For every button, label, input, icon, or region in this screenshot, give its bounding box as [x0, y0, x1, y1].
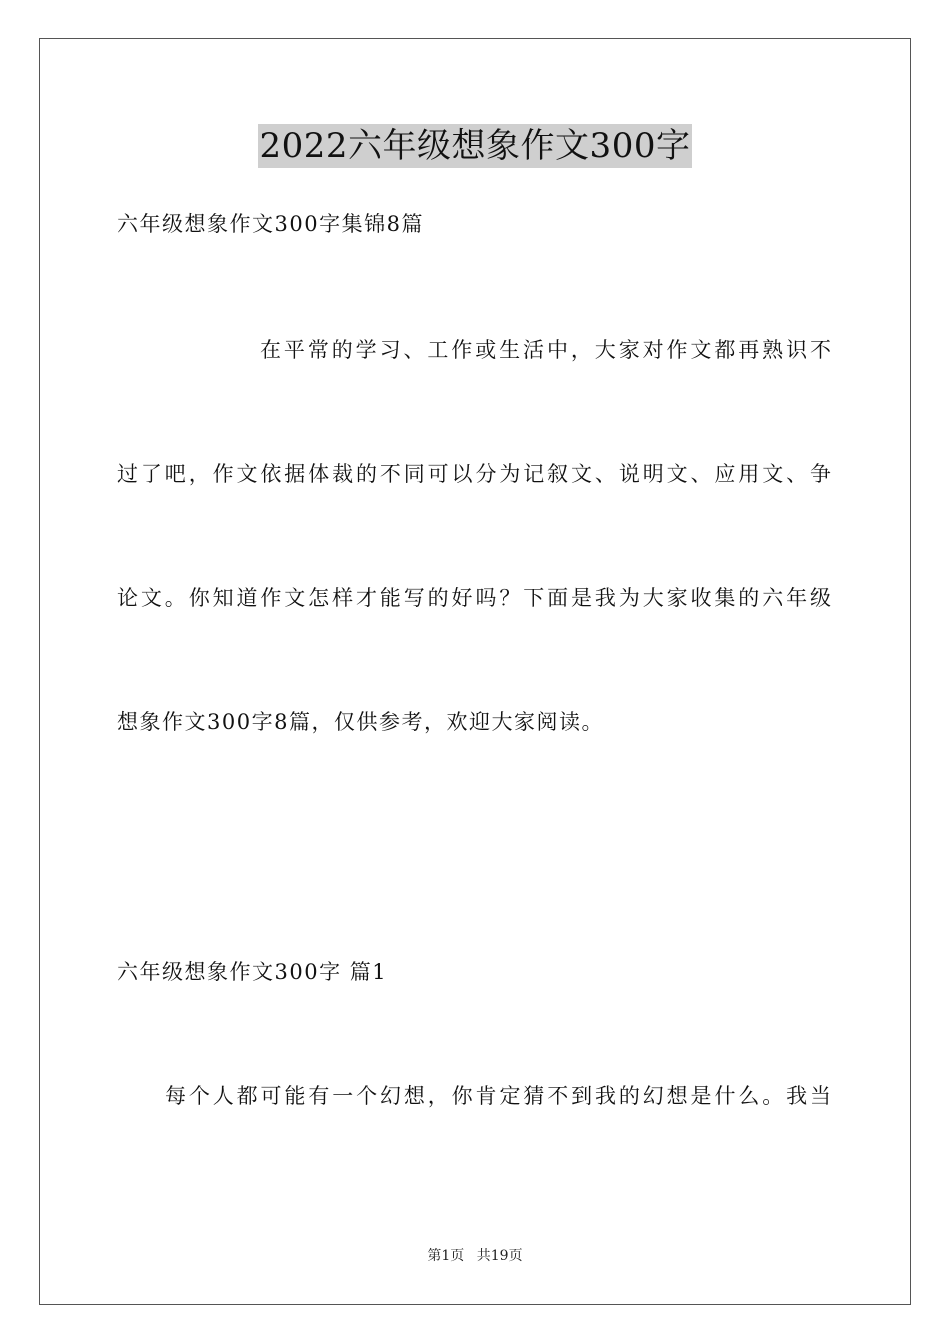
intro-line-1: 在平常的学习、工作或生活中，大家对作文都再熟识不 — [260, 338, 831, 362]
document-subtitle: 六年级想象作文300字集锦8篇 — [117, 212, 424, 236]
intro-line-3: 论文。你知道作文怎样才能写的好吗？下面是我为大家收集的六年级 — [117, 586, 831, 610]
intro-line-2: 过了吧，作文依据体裁的不同可以分为记叙文、说明文、应用文、争 — [117, 462, 831, 486]
page-footer — [0, 1247, 950, 1265]
page-number: 第1页 — [427, 1248, 465, 1264]
document-title: 2022六年级想象作文300字 — [259, 126, 691, 166]
section-line-1: 每个人都可能有一个幻想，你肯定猜不到我的幻想是什么。我当 — [165, 1084, 831, 1108]
title-container — [0, 124, 950, 168]
page-total: 共19页 — [476, 1248, 523, 1264]
section-heading: 六年级想象作文300字 篇1 — [117, 960, 388, 984]
intro-line-4: 想象作文300字8篇，仅供参考，欢迎大家阅读。 — [117, 710, 604, 734]
